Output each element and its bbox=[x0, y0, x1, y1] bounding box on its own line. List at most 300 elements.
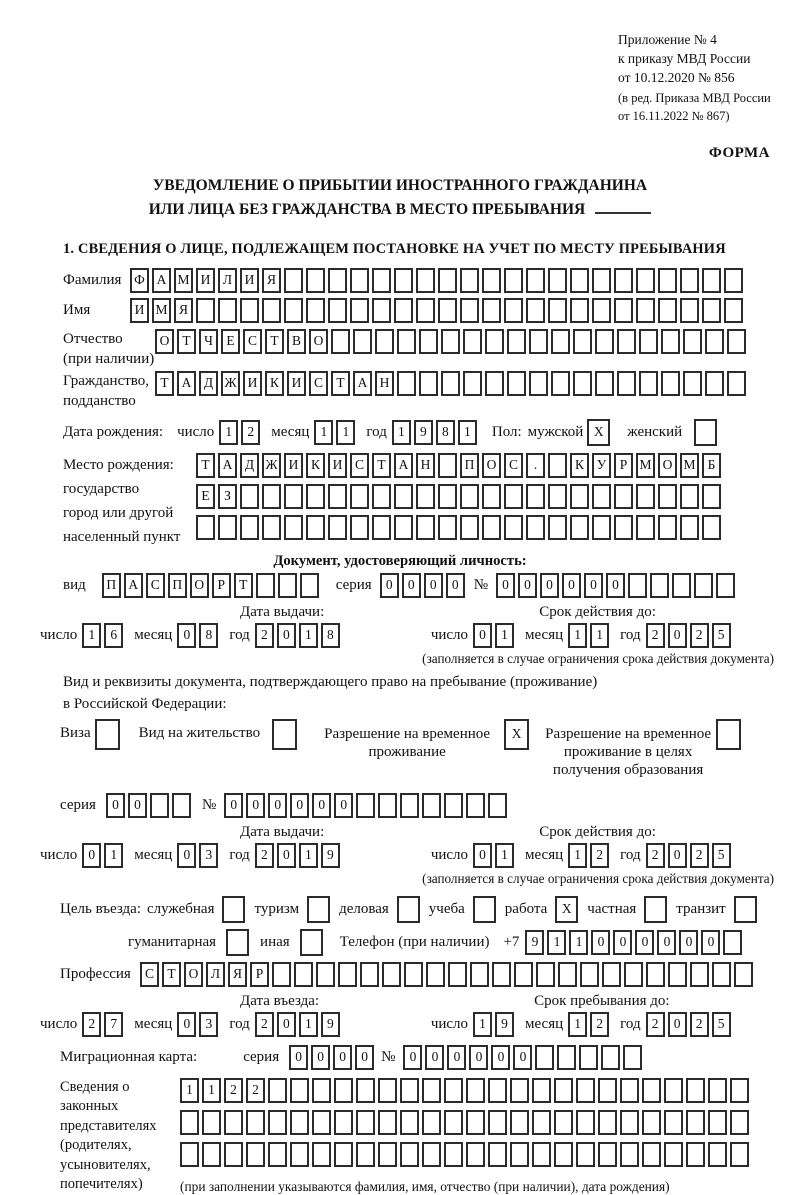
char-cell[interactable] bbox=[504, 484, 523, 509]
char-cell[interactable] bbox=[602, 962, 621, 987]
char-cell[interactable]: 0 bbox=[446, 573, 465, 598]
char-cell[interactable] bbox=[592, 515, 611, 540]
char-cell[interactable] bbox=[224, 1110, 243, 1135]
char-cell[interactable]: 2 bbox=[646, 623, 665, 648]
char-cell[interactable] bbox=[394, 268, 413, 293]
char-cell[interactable] bbox=[730, 1110, 749, 1135]
char-cell[interactable] bbox=[636, 484, 655, 509]
char-cell[interactable]: О bbox=[658, 453, 677, 478]
char-cell[interactable] bbox=[526, 298, 545, 323]
char-cell[interactable] bbox=[334, 1110, 353, 1135]
char-cell[interactable] bbox=[307, 896, 330, 923]
char-cell[interactable] bbox=[356, 793, 375, 818]
char-cell[interactable] bbox=[592, 268, 611, 293]
char-cell[interactable] bbox=[723, 930, 742, 955]
char-cell[interactable] bbox=[636, 268, 655, 293]
char-cell[interactable]: И bbox=[243, 371, 262, 396]
char-cell[interactable] bbox=[683, 329, 702, 354]
char-cell[interactable] bbox=[404, 962, 423, 987]
char-cell[interactable]: 0 bbox=[334, 793, 353, 818]
char-cell[interactable] bbox=[460, 268, 479, 293]
char-cell[interactable] bbox=[658, 298, 677, 323]
char-cell[interactable] bbox=[702, 515, 721, 540]
char-cell[interactable] bbox=[680, 298, 699, 323]
char-cell[interactable] bbox=[570, 484, 589, 509]
char-cell[interactable]: И bbox=[287, 371, 306, 396]
char-cell[interactable]: 2 bbox=[241, 420, 260, 445]
char-cell[interactable] bbox=[485, 371, 504, 396]
char-cell[interactable] bbox=[334, 1078, 353, 1103]
char-cell[interactable]: Я bbox=[262, 268, 281, 293]
char-cell[interactable] bbox=[372, 268, 391, 293]
char-cell[interactable] bbox=[680, 268, 699, 293]
char-cell[interactable] bbox=[460, 515, 479, 540]
char-cell[interactable] bbox=[312, 1110, 331, 1135]
char-cell[interactable]: 9 bbox=[321, 843, 340, 868]
char-cell[interactable] bbox=[504, 515, 523, 540]
char-cell[interactable] bbox=[580, 962, 599, 987]
char-cell[interactable] bbox=[614, 484, 633, 509]
char-cell[interactable] bbox=[708, 1110, 727, 1135]
char-cell[interactable] bbox=[636, 515, 655, 540]
char-cell[interactable]: О bbox=[190, 573, 209, 598]
char-cell[interactable] bbox=[730, 1142, 749, 1167]
char-cell[interactable]: О bbox=[184, 962, 203, 987]
char-cell[interactable] bbox=[284, 268, 303, 293]
char-cell[interactable] bbox=[576, 1142, 595, 1167]
char-cell[interactable] bbox=[378, 793, 397, 818]
char-cell[interactable]: 0 bbox=[657, 930, 676, 955]
char-cell[interactable] bbox=[224, 1142, 243, 1167]
char-cell[interactable]: В bbox=[287, 329, 306, 354]
char-cell[interactable]: Е bbox=[221, 329, 240, 354]
char-cell[interactable]: О bbox=[482, 453, 501, 478]
char-cell[interactable] bbox=[514, 962, 533, 987]
char-cell[interactable]: М bbox=[636, 453, 655, 478]
char-cell[interactable]: 0 bbox=[402, 573, 421, 598]
char-cell[interactable] bbox=[444, 793, 463, 818]
char-cell[interactable]: 2 bbox=[255, 843, 274, 868]
char-cell[interactable] bbox=[548, 268, 567, 293]
char-cell[interactable]: Р bbox=[250, 962, 269, 987]
char-cell[interactable] bbox=[400, 793, 419, 818]
char-cell[interactable] bbox=[642, 1110, 661, 1135]
char-cell[interactable] bbox=[570, 515, 589, 540]
char-cell[interactable]: Д bbox=[240, 453, 259, 478]
char-cell[interactable]: 0 bbox=[424, 573, 443, 598]
char-cell[interactable]: А bbox=[124, 573, 143, 598]
char-cell[interactable] bbox=[548, 484, 567, 509]
char-cell[interactable]: 1 bbox=[202, 1078, 221, 1103]
char-cell[interactable]: 0 bbox=[311, 1045, 330, 1070]
char-cell[interactable]: 0 bbox=[277, 843, 296, 868]
char-cell[interactable] bbox=[642, 1078, 661, 1103]
char-cell[interactable]: 1 bbox=[299, 623, 318, 648]
char-cell[interactable]: С bbox=[504, 453, 523, 478]
char-cell[interactable] bbox=[579, 1045, 598, 1070]
char-cell[interactable] bbox=[620, 1110, 639, 1135]
char-cell[interactable]: М bbox=[680, 453, 699, 478]
char-cell[interactable] bbox=[598, 1142, 617, 1167]
char-cell[interactable]: П bbox=[102, 573, 121, 598]
char-cell[interactable] bbox=[557, 1045, 576, 1070]
char-cell[interactable] bbox=[331, 329, 350, 354]
char-cell[interactable] bbox=[416, 268, 435, 293]
char-cell[interactable] bbox=[734, 896, 757, 923]
char-cell[interactable] bbox=[196, 298, 215, 323]
char-cell[interactable]: 0 bbox=[668, 623, 687, 648]
char-cell[interactable] bbox=[724, 268, 743, 293]
char-cell[interactable] bbox=[661, 329, 680, 354]
char-cell[interactable] bbox=[716, 719, 741, 750]
char-cell[interactable] bbox=[222, 896, 245, 923]
char-cell[interactable]: 0 bbox=[496, 573, 515, 598]
char-cell[interactable] bbox=[353, 329, 372, 354]
char-cell[interactable] bbox=[624, 962, 643, 987]
char-cell[interactable] bbox=[378, 1078, 397, 1103]
char-cell[interactable] bbox=[466, 793, 485, 818]
char-cell[interactable]: 1 bbox=[458, 420, 477, 445]
char-cell[interactable] bbox=[598, 1078, 617, 1103]
char-cell[interactable] bbox=[507, 329, 526, 354]
char-cell[interactable] bbox=[526, 268, 545, 293]
char-cell[interactable]: 0 bbox=[333, 1045, 352, 1070]
char-cell[interactable] bbox=[617, 371, 636, 396]
char-cell[interactable] bbox=[702, 268, 721, 293]
char-cell[interactable] bbox=[356, 1078, 375, 1103]
char-cell[interactable]: X bbox=[504, 719, 529, 750]
char-cell[interactable] bbox=[438, 515, 457, 540]
char-cell[interactable] bbox=[734, 962, 753, 987]
char-cell[interactable] bbox=[639, 329, 658, 354]
char-cell[interactable] bbox=[573, 371, 592, 396]
char-cell[interactable]: И bbox=[284, 453, 303, 478]
char-cell[interactable]: О bbox=[155, 329, 174, 354]
char-cell[interactable]: 1 bbox=[590, 623, 609, 648]
char-cell[interactable]: 0 bbox=[128, 793, 147, 818]
char-cell[interactable]: 0 bbox=[177, 843, 196, 868]
char-cell[interactable] bbox=[400, 1142, 419, 1167]
char-cell[interactable]: А bbox=[177, 371, 196, 396]
char-cell[interactable] bbox=[712, 962, 731, 987]
char-cell[interactable] bbox=[466, 1142, 485, 1167]
char-cell[interactable]: 1 bbox=[180, 1078, 199, 1103]
char-cell[interactable] bbox=[492, 962, 511, 987]
char-cell[interactable]: 0 bbox=[591, 930, 610, 955]
char-cell[interactable] bbox=[466, 1110, 485, 1135]
char-cell[interactable] bbox=[510, 1078, 529, 1103]
char-cell[interactable] bbox=[394, 484, 413, 509]
char-cell[interactable] bbox=[482, 515, 501, 540]
char-cell[interactable]: 3 bbox=[199, 843, 218, 868]
char-cell[interactable] bbox=[444, 1142, 463, 1167]
char-cell[interactable] bbox=[172, 793, 191, 818]
char-cell[interactable] bbox=[548, 515, 567, 540]
char-cell[interactable] bbox=[724, 298, 743, 323]
char-cell[interactable] bbox=[400, 1110, 419, 1135]
char-cell[interactable] bbox=[526, 515, 545, 540]
char-cell[interactable]: К bbox=[306, 453, 325, 478]
char-cell[interactable]: 2 bbox=[255, 623, 274, 648]
char-cell[interactable] bbox=[614, 515, 633, 540]
char-cell[interactable] bbox=[702, 484, 721, 509]
char-cell[interactable] bbox=[504, 298, 523, 323]
char-cell[interactable] bbox=[727, 371, 746, 396]
char-cell[interactable]: 0 bbox=[606, 573, 625, 598]
char-cell[interactable] bbox=[272, 719, 297, 750]
char-cell[interactable]: И bbox=[196, 268, 215, 293]
char-cell[interactable] bbox=[598, 1110, 617, 1135]
char-cell[interactable] bbox=[422, 1078, 441, 1103]
char-cell[interactable] bbox=[683, 371, 702, 396]
char-cell[interactable] bbox=[705, 329, 724, 354]
char-cell[interactable] bbox=[306, 268, 325, 293]
char-cell[interactable] bbox=[573, 329, 592, 354]
char-cell[interactable] bbox=[532, 1110, 551, 1135]
char-cell[interactable]: 0 bbox=[177, 623, 196, 648]
char-cell[interactable]: И bbox=[130, 298, 149, 323]
char-cell[interactable] bbox=[350, 515, 369, 540]
char-cell[interactable]: 1 bbox=[299, 843, 318, 868]
char-cell[interactable] bbox=[426, 962, 445, 987]
char-cell[interactable]: Т bbox=[265, 329, 284, 354]
char-cell[interactable] bbox=[668, 962, 687, 987]
char-cell[interactable] bbox=[441, 371, 460, 396]
char-cell[interactable]: П bbox=[460, 453, 479, 478]
char-cell[interactable] bbox=[328, 268, 347, 293]
char-cell[interactable]: Р bbox=[614, 453, 633, 478]
char-cell[interactable]: 0 bbox=[469, 1045, 488, 1070]
char-cell[interactable] bbox=[551, 371, 570, 396]
char-cell[interactable]: 9 bbox=[321, 1012, 340, 1037]
char-cell[interactable]: 0 bbox=[447, 1045, 466, 1070]
char-cell[interactable] bbox=[672, 573, 691, 598]
char-cell[interactable] bbox=[306, 298, 325, 323]
char-cell[interactable]: Ч bbox=[199, 329, 218, 354]
char-cell[interactable] bbox=[419, 329, 438, 354]
char-cell[interactable] bbox=[554, 1078, 573, 1103]
char-cell[interactable] bbox=[730, 1078, 749, 1103]
char-cell[interactable]: Б bbox=[702, 453, 721, 478]
char-cell[interactable] bbox=[463, 371, 482, 396]
char-cell[interactable]: 0 bbox=[613, 930, 632, 955]
char-cell[interactable]: 0 bbox=[277, 623, 296, 648]
char-cell[interactable]: Т bbox=[331, 371, 350, 396]
char-cell[interactable]: Л bbox=[206, 962, 225, 987]
char-cell[interactable]: 2 bbox=[224, 1078, 243, 1103]
char-cell[interactable] bbox=[482, 298, 501, 323]
char-cell[interactable]: 0 bbox=[403, 1045, 422, 1070]
char-cell[interactable] bbox=[708, 1142, 727, 1167]
char-cell[interactable] bbox=[350, 484, 369, 509]
char-cell[interactable] bbox=[328, 484, 347, 509]
char-cell[interactable] bbox=[378, 1142, 397, 1167]
char-cell[interactable]: Т bbox=[196, 453, 215, 478]
char-cell[interactable] bbox=[240, 515, 259, 540]
char-cell[interactable] bbox=[642, 1142, 661, 1167]
char-cell[interactable] bbox=[620, 1142, 639, 1167]
char-cell[interactable]: 8 bbox=[199, 623, 218, 648]
char-cell[interactable] bbox=[686, 1078, 705, 1103]
char-cell[interactable]: X bbox=[555, 896, 578, 923]
char-cell[interactable] bbox=[570, 298, 589, 323]
char-cell[interactable]: О bbox=[309, 329, 328, 354]
char-cell[interactable]: С bbox=[243, 329, 262, 354]
char-cell[interactable] bbox=[150, 793, 169, 818]
char-cell[interactable] bbox=[639, 371, 658, 396]
char-cell[interactable] bbox=[529, 329, 548, 354]
char-cell[interactable] bbox=[636, 298, 655, 323]
char-cell[interactable] bbox=[716, 573, 735, 598]
char-cell[interactable]: 9 bbox=[414, 420, 433, 445]
char-cell[interactable] bbox=[488, 793, 507, 818]
char-cell[interactable]: 2 bbox=[590, 1012, 609, 1037]
char-cell[interactable]: 5 bbox=[712, 843, 731, 868]
char-cell[interactable] bbox=[548, 453, 567, 478]
char-cell[interactable] bbox=[532, 1078, 551, 1103]
char-cell[interactable] bbox=[576, 1110, 595, 1135]
char-cell[interactable]: 0 bbox=[540, 573, 559, 598]
char-cell[interactable]: 1 bbox=[495, 623, 514, 648]
char-cell[interactable] bbox=[290, 1110, 309, 1135]
char-cell[interactable] bbox=[416, 484, 435, 509]
char-cell[interactable] bbox=[397, 329, 416, 354]
char-cell[interactable]: 2 bbox=[646, 1012, 665, 1037]
char-cell[interactable]: Я bbox=[228, 962, 247, 987]
char-cell[interactable]: М bbox=[152, 298, 171, 323]
char-cell[interactable] bbox=[300, 929, 323, 956]
char-cell[interactable]: 3 bbox=[199, 1012, 218, 1037]
char-cell[interactable] bbox=[196, 515, 215, 540]
char-cell[interactable]: А bbox=[353, 371, 372, 396]
char-cell[interactable]: Л bbox=[218, 268, 237, 293]
char-cell[interactable] bbox=[570, 268, 589, 293]
char-cell[interactable]: 2 bbox=[646, 843, 665, 868]
char-cell[interactable] bbox=[372, 484, 391, 509]
char-cell[interactable] bbox=[272, 962, 291, 987]
char-cell[interactable] bbox=[548, 298, 567, 323]
char-cell[interactable] bbox=[218, 515, 237, 540]
char-cell[interactable] bbox=[400, 1078, 419, 1103]
char-cell[interactable]: 0 bbox=[355, 1045, 374, 1070]
char-cell[interactable] bbox=[680, 484, 699, 509]
char-cell[interactable] bbox=[592, 298, 611, 323]
char-cell[interactable] bbox=[422, 793, 441, 818]
char-cell[interactable]: З bbox=[218, 484, 237, 509]
char-cell[interactable] bbox=[246, 1142, 265, 1167]
char-cell[interactable]: 1 bbox=[336, 420, 355, 445]
char-cell[interactable] bbox=[444, 1110, 463, 1135]
char-cell[interactable]: 1 bbox=[314, 420, 333, 445]
char-cell[interactable]: 0 bbox=[312, 793, 331, 818]
char-cell[interactable]: И bbox=[240, 268, 259, 293]
char-cell[interactable] bbox=[488, 1078, 507, 1103]
char-cell[interactable] bbox=[658, 484, 677, 509]
char-cell[interactable]: 1 bbox=[473, 1012, 492, 1037]
char-cell[interactable]: 0 bbox=[106, 793, 125, 818]
char-cell[interactable] bbox=[526, 484, 545, 509]
char-cell[interactable] bbox=[463, 329, 482, 354]
char-cell[interactable] bbox=[705, 371, 724, 396]
char-cell[interactable] bbox=[438, 484, 457, 509]
char-cell[interactable]: 6 bbox=[104, 623, 123, 648]
char-cell[interactable] bbox=[334, 1142, 353, 1167]
char-cell[interactable] bbox=[529, 371, 548, 396]
char-cell[interactable] bbox=[350, 298, 369, 323]
char-cell[interactable]: А bbox=[218, 453, 237, 478]
char-cell[interactable]: 0 bbox=[290, 793, 309, 818]
char-cell[interactable] bbox=[438, 298, 457, 323]
char-cell[interactable]: 0 bbox=[584, 573, 603, 598]
char-cell[interactable] bbox=[644, 896, 667, 923]
char-cell[interactable] bbox=[246, 1110, 265, 1135]
char-cell[interactable] bbox=[532, 1142, 551, 1167]
char-cell[interactable] bbox=[441, 329, 460, 354]
char-cell[interactable] bbox=[300, 573, 319, 598]
char-cell[interactable]: 0 bbox=[701, 930, 720, 955]
char-cell[interactable] bbox=[686, 1142, 705, 1167]
char-cell[interactable] bbox=[394, 515, 413, 540]
char-cell[interactable] bbox=[535, 1045, 554, 1070]
char-cell[interactable]: 0 bbox=[491, 1045, 510, 1070]
char-cell[interactable]: 2 bbox=[690, 1012, 709, 1037]
char-cell[interactable] bbox=[482, 268, 501, 293]
char-cell[interactable] bbox=[614, 268, 633, 293]
char-cell[interactable] bbox=[394, 298, 413, 323]
char-cell[interactable] bbox=[422, 1142, 441, 1167]
char-cell[interactable]: 8 bbox=[321, 623, 340, 648]
char-cell[interactable] bbox=[690, 962, 709, 987]
char-cell[interactable]: Ж bbox=[262, 453, 281, 478]
char-cell[interactable]: 2 bbox=[590, 843, 609, 868]
char-cell[interactable]: А bbox=[152, 268, 171, 293]
char-cell[interactable]: Т bbox=[234, 573, 253, 598]
char-cell[interactable] bbox=[262, 484, 281, 509]
char-cell[interactable]: 2 bbox=[82, 1012, 101, 1037]
char-cell[interactable]: 1 bbox=[568, 843, 587, 868]
char-cell[interactable] bbox=[316, 962, 335, 987]
char-cell[interactable]: Н bbox=[416, 453, 435, 478]
char-cell[interactable]: 1 bbox=[547, 930, 566, 955]
char-cell[interactable]: 1 bbox=[568, 623, 587, 648]
char-cell[interactable] bbox=[382, 962, 401, 987]
char-cell[interactable]: 0 bbox=[668, 1012, 687, 1037]
char-cell[interactable]: 2 bbox=[690, 623, 709, 648]
char-cell[interactable] bbox=[256, 573, 275, 598]
char-cell[interactable] bbox=[306, 515, 325, 540]
char-cell[interactable]: 1 bbox=[82, 623, 101, 648]
char-cell[interactable] bbox=[290, 1142, 309, 1167]
char-cell[interactable] bbox=[628, 573, 647, 598]
char-cell[interactable] bbox=[444, 1078, 463, 1103]
char-cell[interactable] bbox=[262, 298, 281, 323]
char-cell[interactable]: 2 bbox=[255, 1012, 274, 1037]
char-cell[interactable] bbox=[694, 419, 717, 446]
char-cell[interactable]: С bbox=[309, 371, 328, 396]
char-cell[interactable] bbox=[576, 1078, 595, 1103]
char-cell[interactable]: Ф bbox=[130, 268, 149, 293]
char-cell[interactable] bbox=[416, 298, 435, 323]
char-cell[interactable] bbox=[284, 515, 303, 540]
char-cell[interactable]: Р bbox=[212, 573, 231, 598]
char-cell[interactable]: С bbox=[146, 573, 165, 598]
char-cell[interactable]: . bbox=[526, 453, 545, 478]
char-cell[interactable] bbox=[278, 573, 297, 598]
char-cell[interactable]: 1 bbox=[219, 420, 238, 445]
char-cell[interactable] bbox=[356, 1142, 375, 1167]
char-cell[interactable]: 5 bbox=[712, 623, 731, 648]
char-cell[interactable] bbox=[284, 484, 303, 509]
